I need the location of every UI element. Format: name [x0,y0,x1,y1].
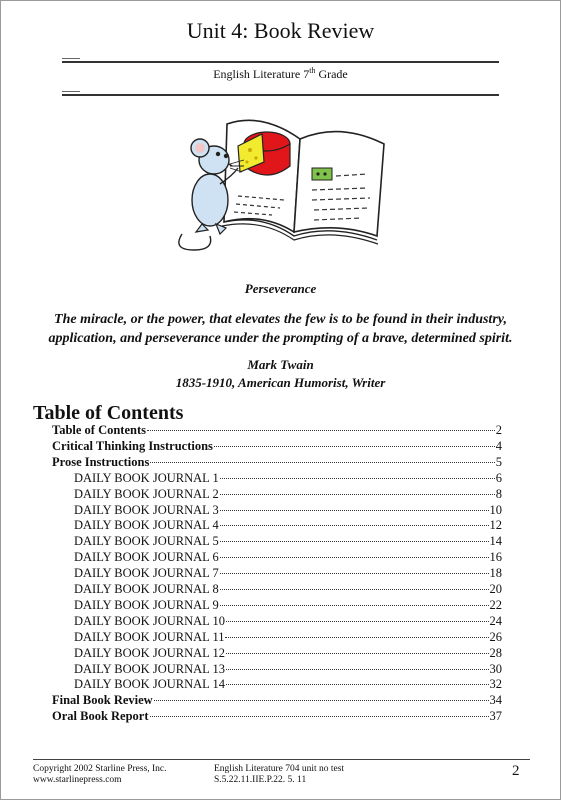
toc-entry [52,439,502,455]
toc-entry [74,598,502,614]
footer-course-info [214,764,344,786]
toc-leader-dots [226,620,489,622]
toc-entry [74,582,502,598]
toc-entry-page: 20 [489,582,502,596]
toc-entry-page: 24 [489,613,502,628]
toc-entry-label: DAILY BOOK JOURNAL 4 [74,518,219,533]
toc-entry-label: Table of Contents [52,423,146,437]
toc-entry-page: 5 [495,454,502,469]
toc-entry [52,423,502,439]
toc-heading: Table of Contents [33,402,184,424]
page-number: 2 [512,763,520,779]
cheese-picture-icon [238,132,290,175]
quote-author-info: 1835-1910, American Humorist, Writer [175,375,386,390]
toc-entry [74,677,502,693]
toc-entry-page: 22 [489,597,502,612]
toc-entry [74,566,502,582]
toc-entry-page: 26 [489,629,502,644]
mouse-reading-book-illustration [172,104,402,254]
toc-entry-label: Prose Instructions [52,454,150,469]
toc-entry-label: DAILY BOOK JOURNAL 11 [74,629,225,644]
footer-publisher [33,764,167,786]
header-rule-top [62,61,499,63]
toc-leader-dots [154,699,489,701]
page-title: Unit 4: Book Review [186,18,375,43]
footer-course: English Literature 704 unit no test [214,764,345,774]
toc-entry-page: 32 [489,677,502,692]
toc-entry [74,646,502,662]
open-book-icon [222,120,384,244]
toc-entry-label: DAILY BOOK JOURNAL 9 [74,597,219,612]
toc-leader-dots [226,652,489,654]
toc-leader-dots [150,461,494,463]
toc-leader-dots [220,524,489,526]
toc-entry-label: DAILY BOOK JOURNAL 6 [74,550,219,565]
quote-attribution [0,356,561,392]
toc-leader-dots [147,429,495,431]
toc-leader-dots [226,668,489,670]
quote-text: The miracle, or the power, that elevates the few is to be found in their industry, application, and perseverance under the prompting of a brave, determined spirit. [48,312,513,346]
toc-entry-page: 16 [489,550,502,565]
toc-entry-label: DAILY BOOK JOURNAL 7 [74,566,219,581]
toc-entry-page: 8 [495,486,502,501]
toc-leader-dots [225,636,488,638]
header-rule-bottom [62,94,499,96]
toc-entry-page: 4 [495,438,502,453]
toc-entry-label: DAILY BOOK JOURNAL 10 [74,613,225,628]
toc-entry [74,550,502,566]
subtitle-sup: th [309,66,316,75]
header-rule-stub [62,58,80,59]
toc-entry-label: DAILY BOOK JOURNAL 13 [74,661,225,676]
course-subtitle [0,66,561,82]
footer-website: www.starlinepress.com [33,775,122,785]
subtitle-main: English Literature 7 [213,67,310,81]
toc-entry-page: 30 [489,661,502,676]
toc-entry-page: 10 [489,502,502,517]
toc-entry [74,614,502,630]
toc-entry-label: Oral Book Report [52,709,149,724]
toc-entry-label: DAILY BOOK JOURNAL 2 [74,486,219,501]
toc-entry-label: Critical Thinking Instructions [52,438,213,453]
toc-entry-page: 28 [489,645,502,660]
toc-entry-page: 6 [495,470,502,485]
toc-entry [74,471,502,487]
toc-entry-page: 34 [489,693,502,708]
toc-entry-label: DAILY BOOK JOURNAL 1 [74,470,219,485]
footer-copyright: Copyright 2002 Starline Press, Inc. [33,764,167,774]
toc-entry [52,455,502,471]
subtitle-tail: Grade [315,67,348,81]
toc-entry-page: 18 [489,566,502,581]
footer-code: S.5.22.11.IIE.P.22. 5. 11 [214,775,307,785]
toc-entry [74,662,502,678]
toc-leader-dots [150,715,489,717]
toc-entry [74,503,502,519]
toc-entry-page: 12 [489,518,502,533]
toc-leader-dots [220,588,489,590]
quote-heading: Perseverance [244,281,317,296]
toc-entry-page: 2 [495,423,502,437]
header-rule-stub-2 [62,91,80,92]
quote-author: Mark Twain [247,357,314,372]
toc-entry-page: 14 [489,534,502,549]
toc-entry [74,630,502,646]
toc-entry [74,534,502,550]
toc-entry [74,487,502,503]
toc-leader-dots [220,572,489,574]
toc-entry-label: DAILY BOOK JOURNAL 12 [74,645,225,660]
footer-rule [33,759,530,760]
toc-leader-dots [214,445,495,447]
toc-entry-page: 37 [489,709,502,724]
toc-entry [74,518,502,534]
toc-leader-dots [220,493,495,495]
toc-entry-label: DAILY BOOK JOURNAL 3 [74,502,219,517]
toc-leader-dots [226,683,489,685]
toc-entry [52,693,502,709]
toc-leader-dots [220,556,489,558]
toc-leader-dots [220,477,495,479]
toc-leader-dots [220,604,489,606]
toc-leader-dots [220,509,489,511]
toc-entry [52,709,502,725]
toc-entry-label: DAILY BOOK JOURNAL 5 [74,534,219,549]
toc-entry-label: Final Book Review [52,693,153,708]
toc-leader-dots [220,540,489,542]
toc-entry-label: DAILY BOOK JOURNAL 8 [74,582,219,596]
toc-entry-label: DAILY BOOK JOURNAL 14 [74,677,225,692]
